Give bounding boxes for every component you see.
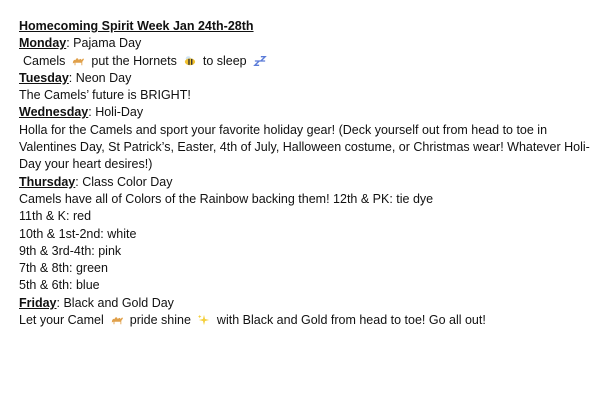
tuesday-theme: : Neon Day bbox=[68, 70, 132, 85]
honeybee-emoji-icon bbox=[183, 55, 197, 67]
zzz-sleep-emoji-icon bbox=[253, 55, 267, 67]
wednesday-description: Holla for the Camels and sport your favorite holiday gear! (Deck yourself out from head to toe in Valentines Day, St Patrick’s, Easter, 4th of July, Halloween costume, or Christmas wear! Whatever Holi-Day your heart desires!) bbox=[19, 122, 590, 172]
thursday-heading bbox=[19, 174, 595, 191]
friday-text-pride: pride shine bbox=[129, 313, 191, 328]
friday-label: Friday bbox=[19, 295, 57, 310]
wednesday-label: Wednesday bbox=[19, 105, 89, 120]
friday-text-gold: with Black and Gold from head to toe! Go all out! bbox=[216, 313, 486, 328]
tuesday-heading bbox=[19, 70, 595, 87]
class-color-item: 7th & 8th: green bbox=[19, 261, 108, 276]
friday-text-camel: Let your Camel bbox=[19, 313, 104, 328]
monday-theme: : Pajama Day bbox=[66, 36, 142, 51]
monday-text-hornets: put the Hornets bbox=[91, 53, 177, 68]
tuesday-label: Tuesday bbox=[19, 70, 69, 85]
tuesday-description: The Camels’ future is BRIGHT! bbox=[19, 88, 191, 103]
camel-emoji-icon bbox=[71, 55, 85, 67]
friday-description bbox=[19, 312, 595, 329]
wednesday-heading bbox=[19, 104, 595, 121]
class-color-item: 11th & K: red bbox=[19, 209, 92, 224]
sparkles-emoji-icon bbox=[197, 314, 211, 326]
monday-text-sleep: to sleep bbox=[202, 53, 247, 68]
wednesday-theme: : Holi-Day bbox=[88, 105, 144, 120]
thursday-label: Thursday bbox=[19, 174, 76, 189]
monday-description bbox=[19, 53, 595, 70]
class-color-item: 9th & 3rd-4th: pink bbox=[19, 243, 122, 258]
class-color-item: 5th & 6th: blue bbox=[19, 278, 100, 293]
monday-label: Monday bbox=[19, 36, 67, 51]
page-title: Homecoming Spirit Week Jan 24th-28th bbox=[19, 19, 254, 33]
thursday-theme: : Class Color Day bbox=[75, 174, 173, 189]
monday-text-camels: Camels bbox=[23, 53, 66, 68]
camel-emoji-icon bbox=[110, 314, 124, 326]
document-body bbox=[19, 18, 595, 329]
thursday-description: Camels have all of Colors of the Rainbow backing them! 12th & PK: tie dye bbox=[19, 191, 434, 206]
friday-theme: : Black and Gold Day bbox=[56, 295, 174, 310]
monday-heading bbox=[19, 35, 595, 52]
friday-heading bbox=[19, 295, 595, 312]
class-color-item: 10th & 1st-2nd: white bbox=[19, 226, 137, 241]
